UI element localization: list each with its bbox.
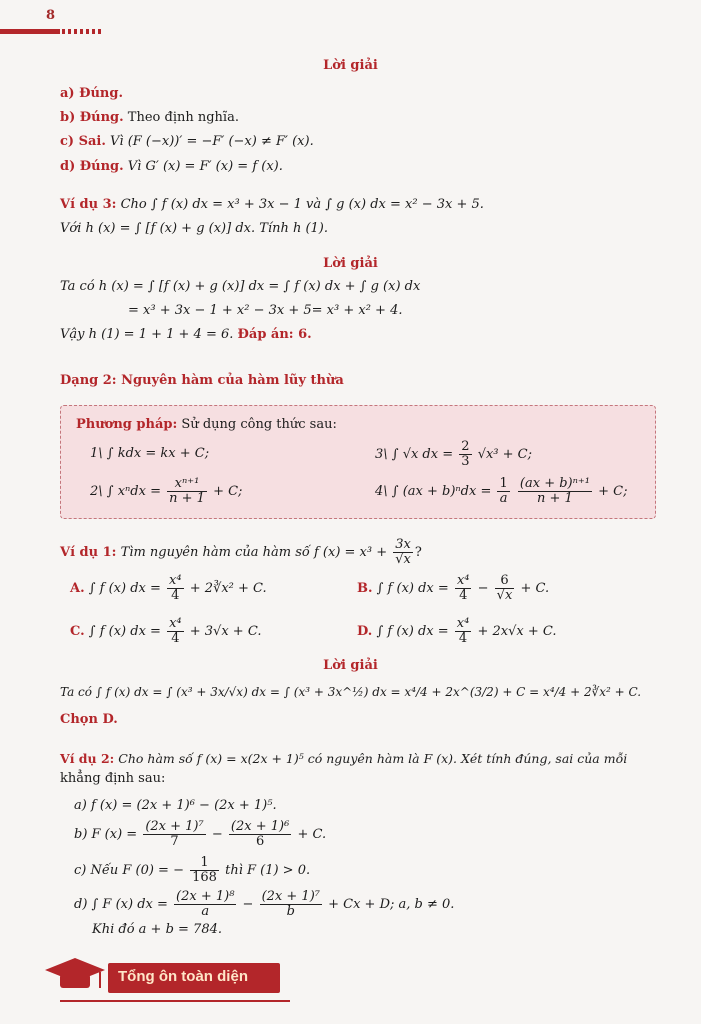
top-ticks [62,29,102,34]
formula-4: 4\ ∫ (ax + b)ⁿdx = $\frac{1}{a}$ $\frac{\text{(ax + b)ⁿ⁺¹}}{n + 1}$ + C; [375,476,628,506]
claim-b: b) F (x) = $\frac{\text{(2x + 1)⁷}}{7}$ − $\frac{\text{(2x + 1)⁶}}{6}$ + C. [74,819,327,849]
footer-title: Tổng ôn toàn diện [118,968,248,985]
claim-d: d) ∫ F (x) dx = $\frac{\text{(2x + 1)⁸}}{a}$ − $\frac{\text{(2x + 1)⁷}}{b}$ + Cx + D; a, b ≠ 0. [74,889,455,919]
formula-2: 2\ ∫ xⁿdx = $\frac{\text{xⁿ⁺¹}}{n + 1}$ + C; [90,476,243,506]
option-d: D. ∫ f (x) dx = $\frac{\text{x⁴}}{4}$ + 2x√x + C. [357,616,557,646]
answer-b: b) Đúng. Theo định nghĩa. [60,110,239,125]
solution-3-line1: Ta có h (x) = ∫ [f (x) + g (x)] dx = ∫ f (x) dx + ∫ g (x) dx [60,279,421,294]
answer-c: c) Sai. Vì (F (−x))′ = −F′ (−x) ≠ F′ (x). [60,134,314,149]
claim-d-line2: Khi đó a + b = 784. [92,922,222,937]
example-2: Ví dụ 2: Cho hàm số f (x) = x(2x + 1)⁵ có nguyên hàm là F (x). Xét tính đúng, sai của mỗi [60,751,628,766]
claim-c: c) Nếu F (0) = − $\frac{1}{168}$ thì F (1) > 0. [74,855,311,885]
choose-answer: Chọn D. [60,712,118,727]
example-3: Ví dụ 3: Cho ∫ f (x) dx = x³ + 3x − 1 và ∫ g (x) dx = x² − 3x + 5. [60,197,484,212]
example-2-line2: khẳng định sau: [60,771,166,786]
example-3-line2: Với h (x) = ∫ [f (x) + g (x)] dx. Tính h (1). [60,221,329,236]
claim-a: a) f (x) = (2x + 1)⁶ − (2x + 1)⁵. [74,798,277,813]
section-title: Dạng 2: Nguyên hàm của hàm lũy thừa [60,373,344,388]
solution-1-line: Ta có ∫ f (x) dx = ∫ (x³ + 3x/√x) dx = ∫ (x³ + 3x^½) dx = x⁴/4 + 2x^(3/2) + C = x⁴/4 + 2∛x² + C. [60,685,642,699]
option-a: A. ∫ f (x) dx = $\frac{\text{x⁴}}{4}$ + 2∛x² + C. [70,573,267,603]
page-number: 8 [46,8,56,23]
answer-d: d) Đúng. Vì G′ (x) = F′ (x) = f (x). [60,159,283,174]
footer-rule [60,1000,290,1002]
formula-1: 1\ ∫ kdx = kx + C; [90,446,210,461]
graduation-cap-icon [40,952,110,1000]
example-1: Ví dụ 1: Tìm nguyên hàm của hàm số f (x) = x³ + $\frac{3x}{√x}$ ? [60,537,422,567]
solution-heading-3: Lời giải [323,256,378,271]
option-c: C. ∫ f (x) dx = $\frac{\text{x⁴}}{4}$ + 3√x + C. [70,616,262,646]
method-intro: Phương pháp: Sử dụng công thức sau: [76,417,337,432]
top-rule [0,29,60,34]
solution-heading-1: Lời giải [323,658,378,673]
solution-3-line2: = x³ + 3x − 1 + x² − 3x + 5= x³ + x² + 4. [128,303,403,318]
answer-a: a) Đúng. [60,86,123,101]
option-b: B. ∫ f (x) dx = $\frac{\text{x⁴}}{4}$ − $\frac{6}{√x}$ + C. [357,573,550,603]
solution-heading: Lời giải [323,58,378,73]
solution-3-line3: Vậy h (1) = 1 + 1 + 4 = 6. Đáp án: 6. [60,327,312,342]
formula-3: 3\ ∫ √x dx = $\frac{2}{3}$ √x³ + C; [375,439,532,469]
